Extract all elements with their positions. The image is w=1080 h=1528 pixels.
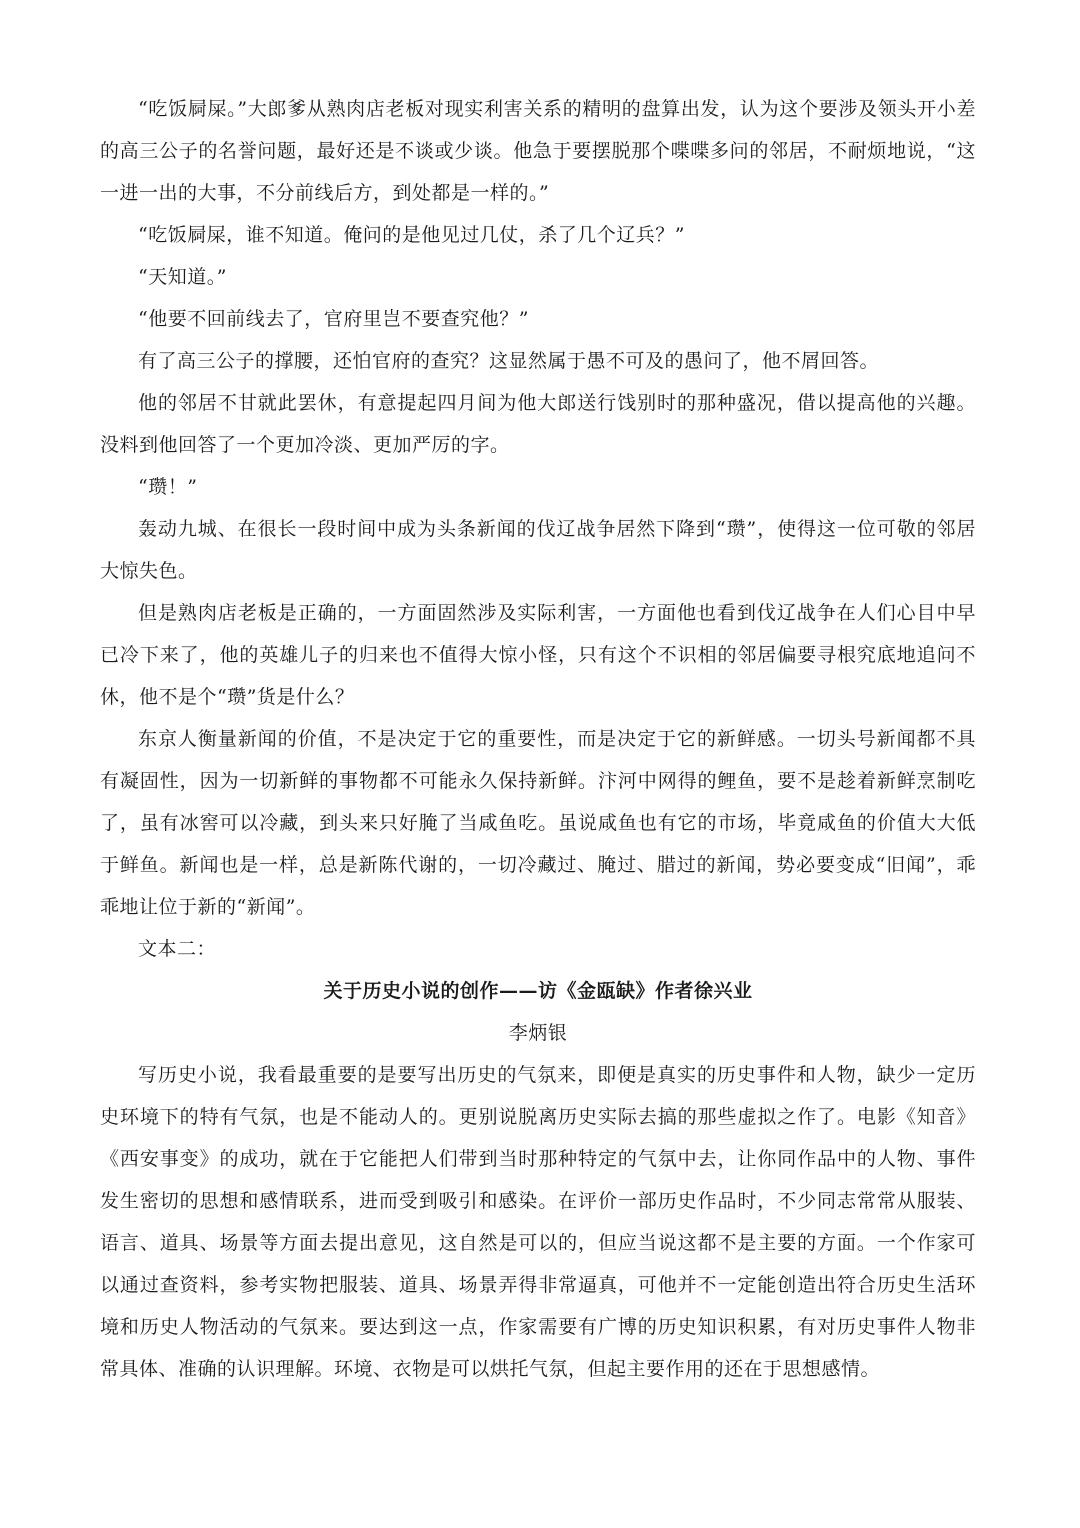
paragraph: “吃饭屙屎。”大郎爹从熟肉店老板对现实利害关系的精明的盘算出发，认为这个要涉及领头开小差的高三公子的名誉问题，最好还是不谈或少谈。他急于要摆脱那个喋喋多问的邻居，不耐烦地说，“这一进一出的大事，不分前线后方，到处都是一样的。”	[100, 98, 976, 204]
article-title: 关于历史小说的创作——访《金瓯缺》作者徐兴业	[323, 980, 753, 1002]
paragraph: “瓒！”	[138, 476, 198, 498]
paragraph: “他要不回前线去了，官府里岂不要查究他？”	[138, 308, 529, 330]
paragraph: 写历史小说，我看最重要的是要写出历史的气氛来，即便是真实的历史事件和人物，缺少一定历史环境下的特有气氛，也是不能动人的。更别说脱离历史实际去搞的那些虚拟之作了。电影《知音》《西安事变》的成功，就在于它能把人们带到当时那种特定的气氛中去，让你同作品中的人物、事件发生密切的思想和感情联系，进而受到吸引和感染。在评价一部历史作品时，不少同志常常从服装、语言、道具、场景等方面去提出意见，这自然是可以的，但应当说这都不是主要的方面。一个作家可以通过查资料，参考实物把服装、道具、场景弄得非常逼真，可他并不一定能创造出符合历史生活环境和历史人物活动的气氛来。要达到这一点，作家需要有广博的历史知识积累，有对历史事件人物非常具体、准确的认识理解。环境、衣物是可以烘托气氛，但起主要作用的还在于思想感情。	[100, 1064, 976, 1380]
article-author: 李炳银	[508, 1022, 568, 1044]
section-label: 文本二：	[138, 938, 217, 960]
paragraph: 有了高三公子的撑腰，还怕官府的查究？这显然属于愚不可及的愚问了，他不屑回答。	[138, 350, 880, 372]
paragraph: 东京人衡量新闻的价值，不是决定于它的重要性，而是决定于它的新鲜感。一切头号新闻都不具有凝固性，因为一切新鲜的事物都不可能永久保持新鲜。汴河中网得的鲤鱼，要不是趁着新鲜烹制吃了，虽有冰窖可以冷藏，到头来只好腌了当咸鱼吃。虽说咸鱼也有它的市场，毕竟咸鱼的价值大大低于鲜鱼。新闻也是一样，总是新陈代谢的，一切冷藏过、腌过、腊过的新闻，势必要变成“旧闻”，乖乖地让位于新的“新闻”。	[100, 728, 976, 918]
paragraph: 但是熟肉店老板是正确的，一方面固然涉及实际利害，一方面他也看到伐辽战争在人们心目中早已冷下来了，他的英雄儿子的归来也不值得大惊小怪，只有这个不识相的邻居偏要寻根究底地追问不休，他不是个“瓒”货是什么？	[100, 602, 976, 708]
paragraph: “天知道。”	[138, 266, 227, 288]
paragraph: “吃饭屙屎，谁不知道。俺问的是他见过几仗，杀了几个辽兵？”	[138, 224, 685, 246]
document-page	[100, 88, 976, 1468]
paragraph: 他的邻居不甘就此罢休，有意提起四月间为他大郎送行饯别时的那种盛况，借以提高他的兴趣。没料到他回答了一个更加冷淡、更加严厉的字。	[100, 392, 976, 456]
paragraph: 轰动九城、在很长一段时间中成为头条新闻的伐辽战争居然下降到“瓒”，使得这一位可敬的邻居大惊失色。	[100, 518, 976, 582]
